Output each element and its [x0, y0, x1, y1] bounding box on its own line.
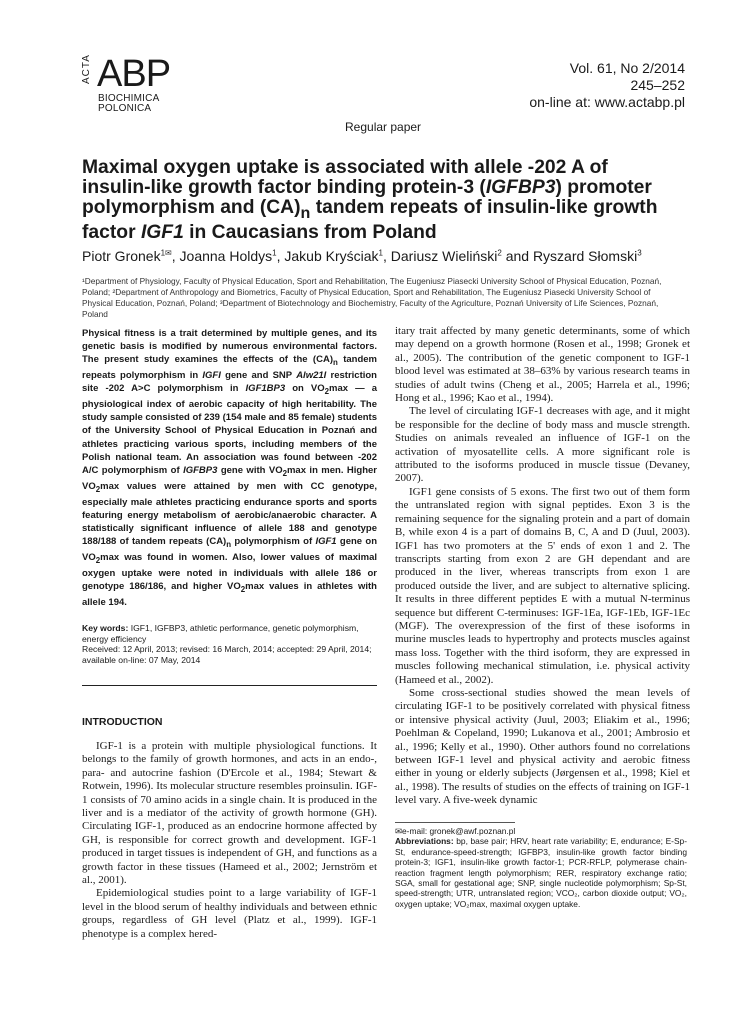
affiliations: ¹Department of Physiology, Faculty of Physical Education, Sport and Rehabilitation, The Eugeniusz Piasecki University School of Physical Education, Poznań, Poland; ²Department of Anthropology and Biometrics, Faculty of Physical Education, Sport and Rehabilitation, The Eugeniusz Piasecki University School of Physical Education, Poznań, Poland; ³Department of Biotechnology and Biochemistry, Faculty of the Agriculture, Poznań University of Life Sciences, Poznań, Poland: [82, 276, 662, 319]
abstract-divider: [82, 685, 377, 686]
right-column-body: [395, 325, 690, 808]
received-dates: Received: 12 April, 2013; revised: 16 March, 2014; accepted: 29 April, 2014; available on-line: 07 May, 2014: [82, 644, 372, 665]
paragraph: The level of circulating IGF-1 decreases with age, and it might be responsible for the decline of body mass and muscle strength. Studies on animals revealed an influence of IGF-1 on the activation of myosatellite cells. A more significant role is attributed to the isoforms produced in muscle tissue (Devaney, 2007).: [395, 405, 690, 485]
paragraph: IGF1 gene consists of 5 exons. The first two out of them form the untranslated region with signal peptides. Exon 3 is the remaining sequence for the signaling protein and a part of domain B, while exon 4 is a part of domains B, C, A and D (Juul, 2003). IGF1 has two promoters at the 5' ends of exon 1 and 2. The transcripts starting from exon 2 are GH dependant and are produced in the liver, whereas transcripts from exon 1 are produced outside the liver, and are subject to alternative splicing. It results in three different peptides E with a mutual N-terminus sequence but different C-terminuses: IGF-1Ea, IGF-1Eb, IGF-1Ec (MGF). The overexpression of the first of these isoforms in murine muscles leads to hypertrophy and protects muscles against mass loss. Together with the third isoform, they are expressed in muscles following mechanical stimulation, i.e. physical activity (Hameed et al., 2002).: [395, 485, 690, 686]
author-list: Piotr Gronek$^{1✉}$, Joanna Holdys$^1$, Jakub Kryściak$^1$, Dariusz Wieliński$^2$ and Ryszard Słomski$^3$: [82, 248, 642, 264]
keywords-label: Key words:: [82, 623, 129, 633]
journal-logo: [81, 53, 171, 124]
logo-abp: ABP: [97, 53, 171, 95]
keywords-text: IGF1, IGFBP3, athletic performance, genetic polymorphism, energy efficiency: [82, 623, 359, 644]
footnote: [395, 826, 687, 909]
footnote-divider: [395, 822, 515, 823]
abbreviations-label: Abbreviations:: [395, 836, 454, 847]
abstract: Physical fitness is a trait determined by multiple genes, and its genetic basis is modified by numerous environmental factors. The present study examines the effects of the $(CA)_n$ tandem repeats polymorphism in IGFI gene and SNP Alw21I restriction site -202 A>C polymorphism in IGF1BP3 on $VO_2\max$ — a physiological index of aerobic capacity of high heritability. The study sample consisted of 239 (154 male and 85 female) students of the University School of Physical Education in Poznań and athletes practicing various sports, including members of the Polish national team. An association was found between -202 A/C polymorphism of IGFBP3 gene with $VO_2\max$ in men. Higher $VO_2\max$ values were attained by men with CC genotype, especially male athletes practicing endurance sports and sports featuring energy metabolism of aerobic/anaerobic character. A statistically significant influence of allele 188 and genotype 188/188 of tandem repeats $(CA)_n$ polymorphism of IGF1 gene on $VO_2\max$ was found in women. Also, lower values of maximal oxygen uptake were noted in individuals with allele 186 or genotype 186/186, and higher $VO_2\max$ values in athletes with allele 194.: [82, 328, 377, 609]
issue-info: [529, 60, 685, 111]
abbreviations-text: bp, base pair; HRV, heart rate variability; E, endurance; E-Sp-St, endurance-speed-strength; IGFBP3, insulin-like growth factor binding protein-3; IGF1, insulin-like growth factor-1; PCR-RFLP, polymerase chain-reaction fragment length polymorphism; RER, respiratory exchange ratio; SGA, small for gestational age; SNP, single nucleotide polymorphism; Sp-St, speed-strength; UTR, untranslated region; VCO₂, carbon dioxide output; VO₂, oxygen uptake; VO₂max, maximal oxygen uptake.: [395, 836, 687, 909]
paper-type: Regular paper: [345, 120, 422, 134]
introduction-heading: INTRODUCTION: [82, 716, 163, 728]
paragraph: Epidemiological studies point to a large variability of IGF-1 level in the blood serum of healthy individuals and between ethnic groups, regardless of GH level (Platz et al., 1999). IGF-1 phenotype is a complex hered-: [82, 887, 377, 940]
paragraph: itary trait affected by many genetic determinants, some of which may depend on a growth hormone (Rosen et al., 1998; Gronek et al., 2005). The contribution of the genetic component to IGF-1 blood level was estimated at 38–63% by various research teams in studies of adult twins (Cheng et al., 2005; Harrela et al., 1996; Hong et al., 1996; Kao et al., 1994).: [395, 325, 690, 405]
volume-number: Vol. 61, No 2/2014: [569, 60, 685, 76]
paragraph: Some cross-sectional studies showed the mean levels of circulating IGF-1 to be positively correlated with physical fitness or intensive physical activity (Juul, 2003; Eliakim et al., 1996; Poehlman & Copeland, 1990; Lukanova et al., 2001; Ambrosio et al., 1996; Kelly et al., 1990). Other authors found no correlations between IGF-1 level and physical activity and aerobic fitness either in young or elderly subjects (Jørgensen et al., 1998; Kiel et al., 1998). The results of studies on the effects of training on IGF-1 level vary. A five-week dynamic: [395, 686, 691, 807]
logo-acta: ACTA: [81, 54, 92, 84]
paragraph: IGF-1 is a protein with multiple physiological functions. It belongs to the family of growth hormones, and acts in an endo-, para- and autocrine fashion (D'Ercole et al., 1984; Stewart & Rotwein, 1996). Its molecular structure resembles proinsulin. IGF-1 consists of 70 amino acids in a single chain. It is produced in the liver and is a mediator of the activity of growth hormone (GH). Circulating IGF-1, produced as an endocrine hormone affected by GH, is responsible for correct growth and development. IGF-1 produced in target tissues is independent of GH, and functions as a growth factor in these tissues (Hameed et al., 2002; Jernström et al., 2001).: [82, 740, 377, 887]
corresponding-email: ✉e-mail: gronek@awf.poznan.pl: [395, 826, 516, 836]
online-url: on-line at: www.actabp.pl: [529, 94, 685, 110]
page-range: 245–252: [630, 77, 685, 93]
logo-biochimica-polonica: BIOCHIMICA POLONICA: [98, 93, 160, 114]
paper-title: Maximal oxygen uptake is associated with allele -202 A of insulin-like growth factor binding protein-3 (IGFBP3) promoter polymorphism and $(CA)_n$ tandem repeats of insulin-like growth factor IGF1 in Caucasians from Poland: [82, 157, 658, 243]
keywords-block: [82, 623, 377, 665]
left-column-body: [82, 740, 377, 941]
